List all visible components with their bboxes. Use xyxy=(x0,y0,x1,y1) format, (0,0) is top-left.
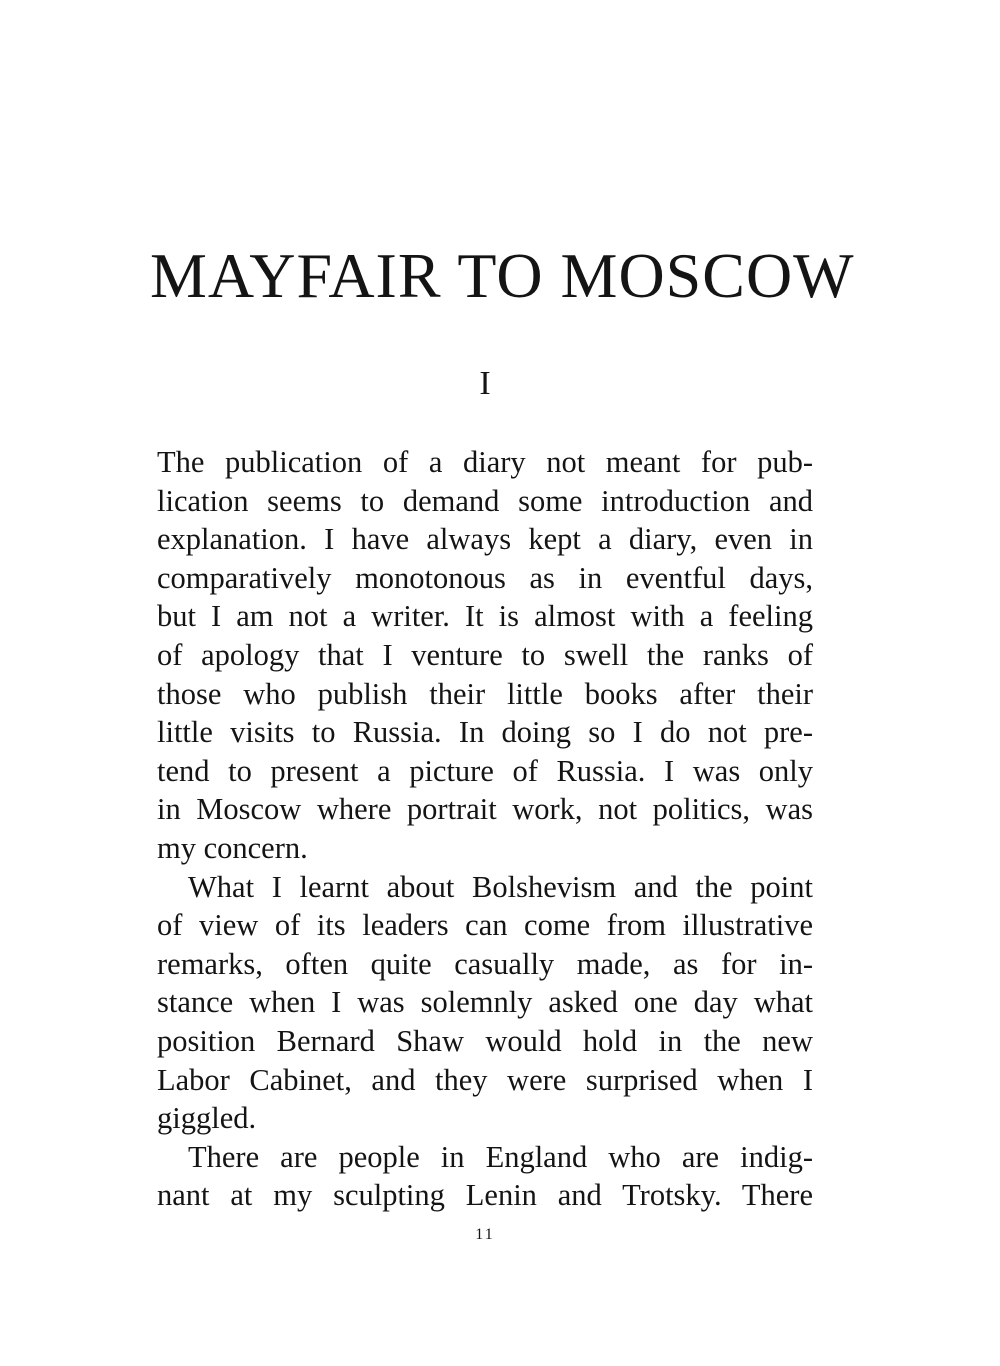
chapter-number: I xyxy=(479,365,491,402)
body-text xyxy=(157,443,813,1215)
text-line: of view of its leaders can come from illustrative xyxy=(157,908,813,943)
text-line: nant at my sculpting Lenin and Trotsky. There xyxy=(157,1178,813,1213)
text-line: lication seems to demand some introduction and xyxy=(157,483,813,518)
text-line: of apology that I venture to swell the ranks of xyxy=(157,637,813,672)
text-line: tend to present a picture of Russia. I was only xyxy=(157,753,813,788)
page-number: 11 xyxy=(475,1226,495,1243)
text-line: There are people in England who are indig- xyxy=(188,1139,813,1174)
text-line: position Bernard Shaw would hold in the new xyxy=(157,1023,813,1058)
text-line: Labor Cabinet, and they were surprised when I xyxy=(157,1062,813,1097)
text-line: stance when I was solemnly asked one day what xyxy=(157,985,813,1020)
book-title: MAYFAIR TO MOSCOW xyxy=(150,240,855,311)
text-line: little visits to Russia. In doing so I do not pre- xyxy=(157,715,813,750)
text-line: explanation. I have always kept a diary, even in xyxy=(157,522,813,557)
text-line: remarks, often quite casually made, as for in- xyxy=(157,946,813,981)
text-line: but I am not a writer. It is almost with a feeling xyxy=(157,599,813,634)
text-line: giggled. xyxy=(157,1101,257,1136)
text-line: comparatively monotonous as in eventful days, xyxy=(157,560,813,595)
text-line: What I learnt about Bolshevism and the point xyxy=(188,869,813,904)
text-line: my concern. xyxy=(157,830,308,865)
text-line: The publication of a diary not meant for pub- xyxy=(157,445,813,479)
text-line: those who publish their little books after their xyxy=(157,676,813,711)
text-line: in Moscow where portrait work, not politics, was xyxy=(157,792,813,827)
